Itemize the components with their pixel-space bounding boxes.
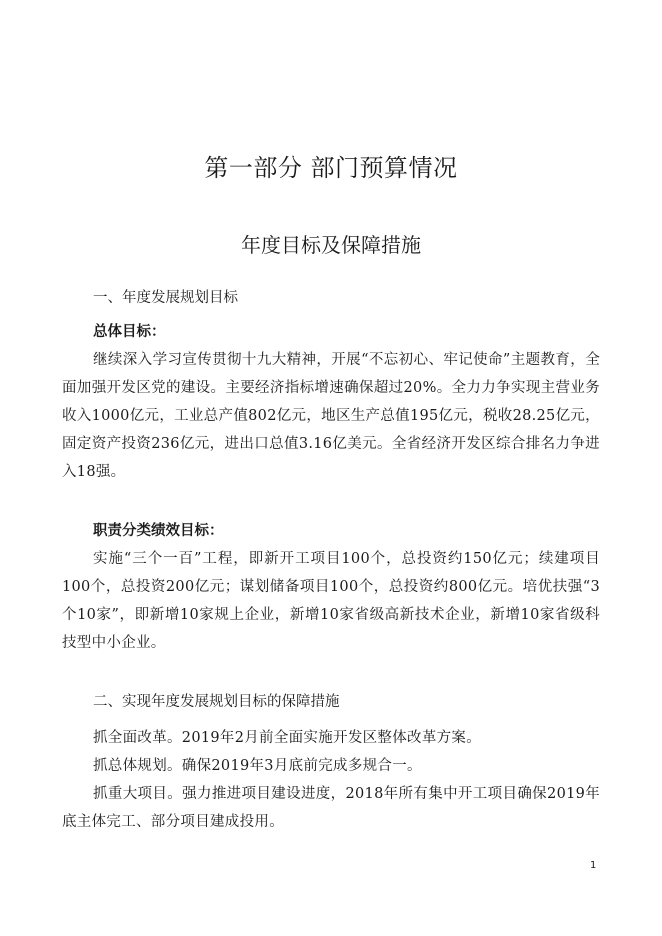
- overall-goal-paragraph: 继续深入学习宣传贯彻十九大精神，开展“不忘初心、牢记使命”主题教育，全面加强开发区党的建设。主要经济指标增速确保超过20%。全力力争实现主营业务收入1000亿元，工业总产值802亿元，地区生产总值195亿元，税收28.25亿元，固定资产投资236亿元，进出口总值3.16亿美元。全省经济开发区综合排名力争进入18强。: [62, 352, 600, 480]
- page-subtitle: 年度目标及保障措施: [241, 233, 421, 257]
- overall-goal-label: 总体目标：: [93, 323, 166, 340]
- measure-item-3: 抓重大项目。强力推进项目建设进度，2018年所有集中开工项目确保2019年底主体完工、部分项目建成投用。: [62, 786, 600, 830]
- section-2-heading: 二、实现年度发展规划目标的保障措施: [93, 694, 340, 710]
- section-1-heading: 一、年度发展规划目标: [93, 290, 238, 306]
- page-number: 1: [590, 860, 597, 871]
- measure-item-2: 抓总体规划。确保2019年3月底前完成多规合一。: [93, 758, 422, 774]
- measure-item-1: 抓全面改革。2019年2月前全面实施开发区整体改革方案。: [93, 730, 482, 746]
- duty-goal-label: 职责分类绩效目标：: [93, 522, 224, 539]
- duty-goal-paragraph: 实施“三个一百”工程，即新开工项目100个，总投资约150亿元；续建项目100个，总投资200亿元；谋划储备项目100个，总投资约800亿元。培优扶强“3个10家”，即新增10家规上企业，新增10家省级高新技术企业，新增10家省级科技型中小企业。: [62, 551, 600, 651]
- page-title: 第一部分 部门预算情况: [204, 154, 458, 182]
